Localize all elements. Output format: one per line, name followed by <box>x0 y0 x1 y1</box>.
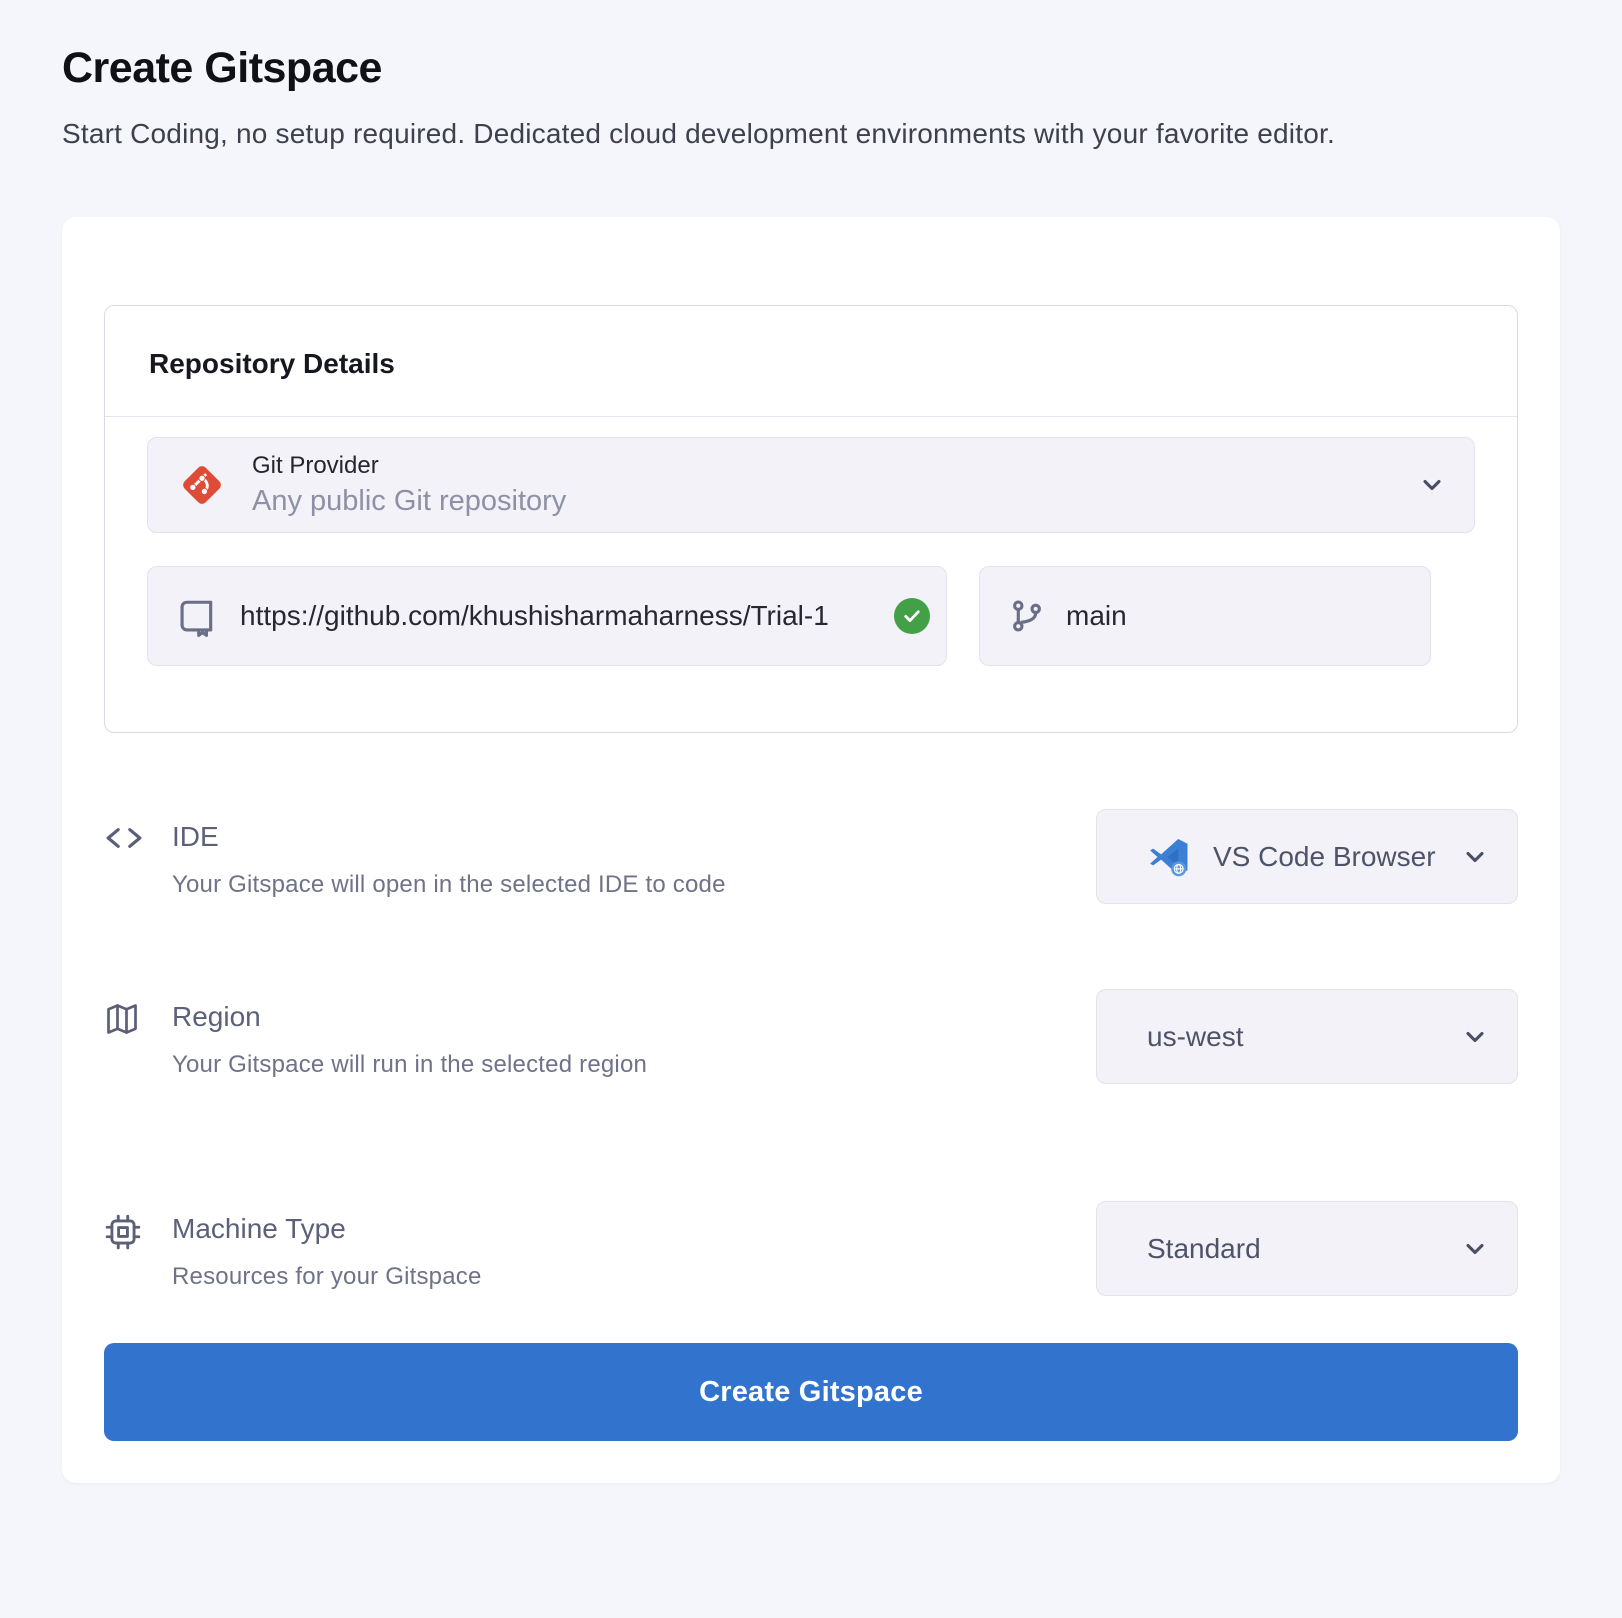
region-label: Region <box>172 1001 261 1032</box>
branch-field <box>979 566 1431 666</box>
machine-type-row <box>104 1201 1518 1296</box>
code-brackets-icon <box>104 809 144 860</box>
region-dropdown[interactable] <box>1096 989 1518 1084</box>
region-row <box>104 989 1518 1084</box>
page-subtitle: Start Coding, no setup required. Dedicated cloud development environments with your favorite editor. <box>62 118 1335 149</box>
repository-details-section <box>104 305 1518 733</box>
chevron-down-icon <box>1461 843 1489 871</box>
git-provider-value: Any public Git repository <box>252 485 567 517</box>
region-dropdown-value: us-west <box>1147 1020 1244 1052</box>
ide-row <box>104 809 1518 904</box>
git-provider-label: Git Provider <box>252 452 379 479</box>
git-branch-icon <box>1008 597 1046 635</box>
create-gitspace-button[interactable]: Create Gitspace <box>104 1343 1518 1441</box>
machine-type-label: Machine Type <box>172 1213 346 1244</box>
ide-label: IDE <box>172 821 219 852</box>
gitspace-form-card <box>62 217 1560 1483</box>
repository-details-title: Repository Details <box>105 306 1517 417</box>
vscode-browser-icon <box>1147 835 1191 879</box>
check-circle-icon <box>894 598 930 634</box>
ide-dropdown[interactable] <box>1096 809 1518 904</box>
ide-description: Your Gitspace will open in the selected IDE to code <box>172 871 726 898</box>
machine-type-description: Resources for your Gitspace <box>172 1263 482 1290</box>
page-title: Create Gitspace <box>62 44 382 92</box>
map-icon <box>104 989 144 1042</box>
repository-book-icon <box>174 594 218 638</box>
branch-input[interactable] <box>1066 600 1406 632</box>
machine-type-dropdown[interactable] <box>1096 1201 1518 1296</box>
git-provider-select[interactable] <box>147 437 1475 533</box>
chevron-down-icon <box>1461 1235 1489 1263</box>
ide-dropdown-value: VS Code Browser <box>1213 840 1436 872</box>
repo-url-input[interactable] <box>240 600 894 632</box>
cpu-chip-icon <box>104 1201 144 1256</box>
repo-url-field <box>147 566 947 666</box>
machine-type-dropdown-value: Standard <box>1147 1232 1261 1264</box>
git-logo-icon <box>178 461 226 509</box>
region-description: Your Gitspace will run in the selected region <box>172 1051 648 1078</box>
chevron-down-icon <box>1418 471 1446 499</box>
chevron-down-icon <box>1461 1023 1489 1051</box>
